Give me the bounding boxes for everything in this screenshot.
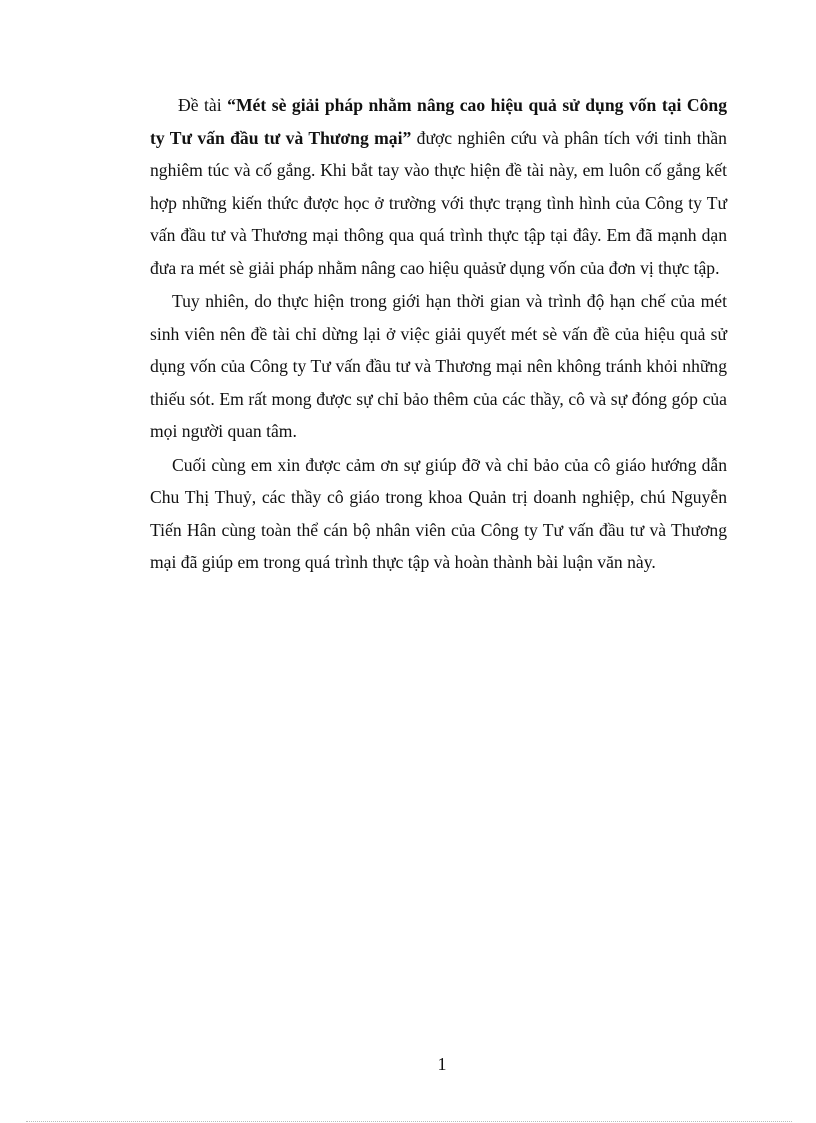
- page-number: 1: [437, 1054, 447, 1074]
- paragraph-limitations: Tuy nhiên, do thực hiện trong giới hạn thời gian và trình độ hạn chế của mét sinh viên nên đề tài chỉ dừng lại ở việc giải quyết mét sè vấn đề của hiệu quả sử dụng vốn của Công ty Tư vấn đầu tư và Thương mại nên không tránh khỏi những thiếu sót. Em rất mong được sự chỉ bảo thêm của các thầy, cô và sự đóng góp của mọi người quan tâm.: [150, 291, 727, 441]
- paragraph-topic-prefix: Đề tài: [178, 95, 228, 115]
- paragraph-topic-suffix: được nghiên cứu và phân tích với tinh thần nghiêm túc và cố gắng. Khi bắt tay vào thực hiện đề tài này, em luôn cố gắng kết hợp những kiến thức được học ở trường với thực trạng tình hình của Công ty Tư vấn đầu tư và Thương mại thông qua quá trình thực tập tại đây. Em đã mạnh dạn đưa ra mét sè giải pháp nhằm nâng cao hiệu quảsử dụng vốn của đơn vị thực tập.: [150, 127, 727, 278]
- page-bottom-divider: [26, 1121, 792, 1122]
- thesis-title: “Mét sè giải pháp nhằm nâng cao hiệu quả sử dụng vốn tại Công ty Tư vấn đầu tư và Thương mại”: [150, 95, 727, 148]
- paragraph-topic: [150, 89, 727, 284]
- document-body: [150, 89, 727, 580]
- paragraph-acknowledgements: Cuối cùng em xin được cảm ơn sự giúp đỡ và chỉ bảo của cô giáo hướng dẫn Chu Thị Thuỷ, các thầy cô giáo trong khoa Quản trị doanh nghiệp, chú Nguyễn Tiến Hân cùng toàn thể cán bộ nhân viên của Công ty Tư vấn đầu tư và Thương mại đã giúp em trong quá trình thực tập và hoàn thành bài luận văn này.: [150, 454, 727, 572]
